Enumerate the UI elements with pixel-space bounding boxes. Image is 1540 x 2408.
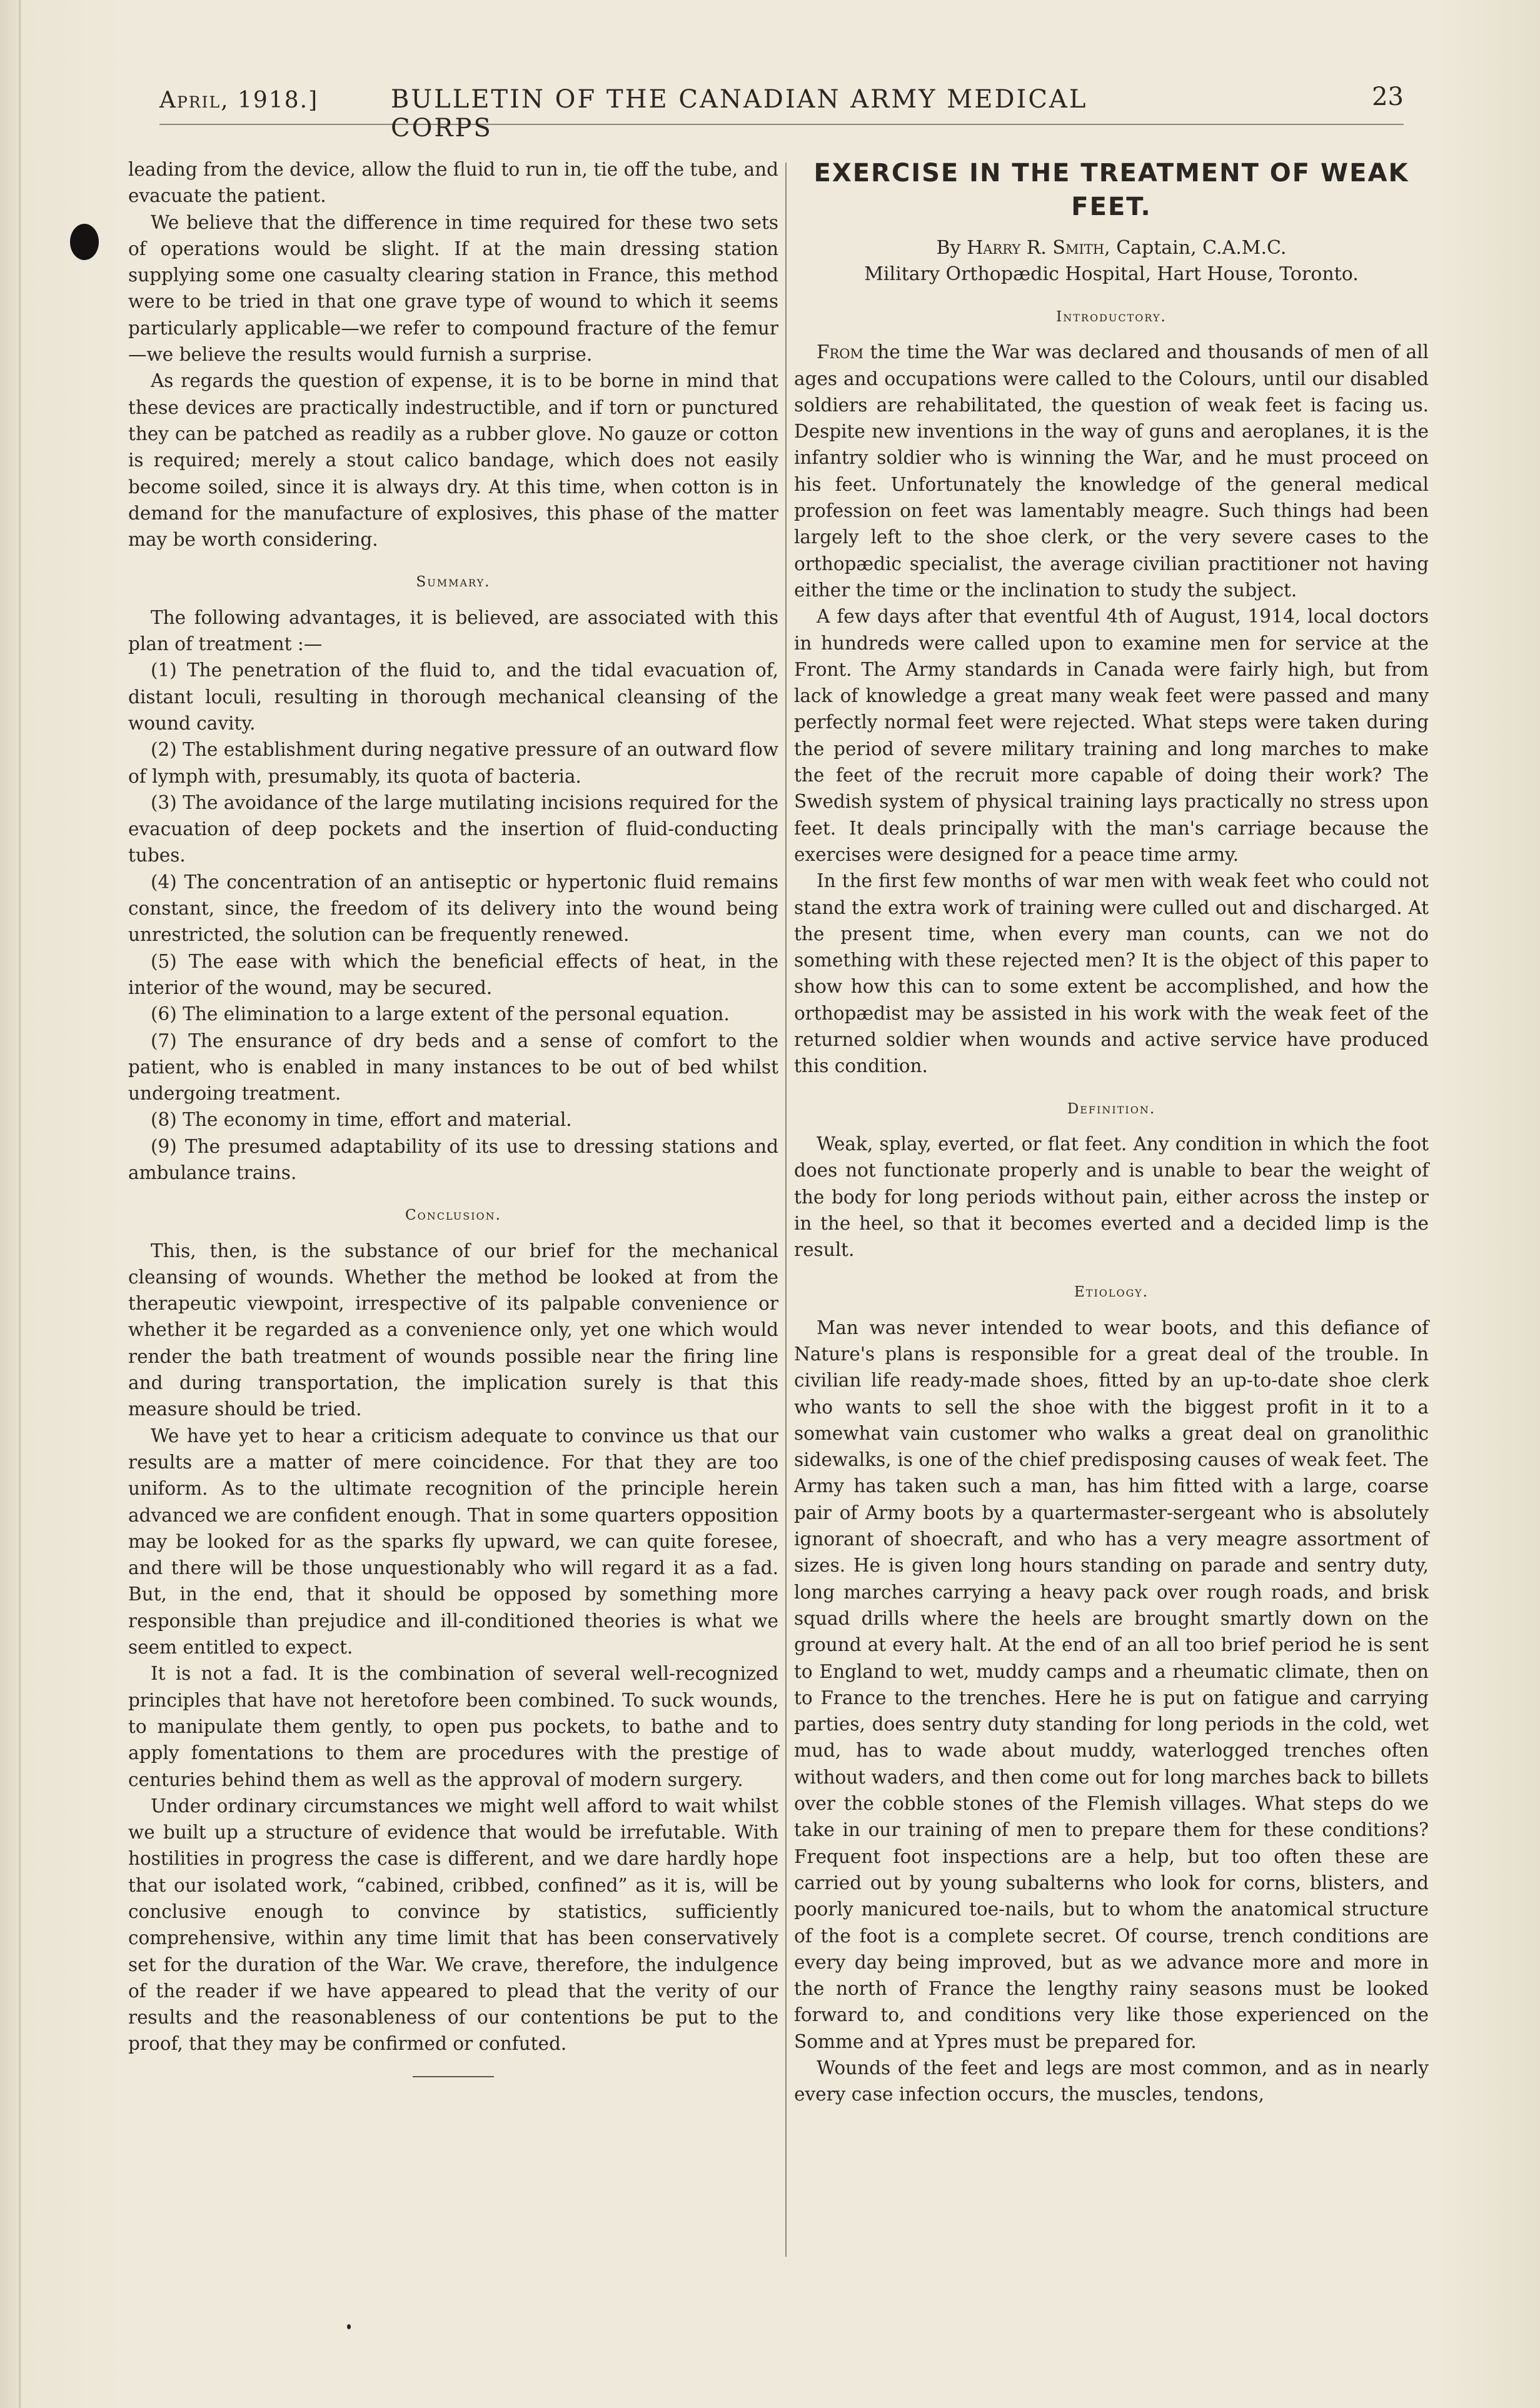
page-fold-shadow [19, 0, 21, 2408]
lead-word: From [817, 341, 863, 363]
header-page-number: 23 [1372, 83, 1404, 111]
punch-hole [70, 224, 99, 260]
paragraph: We have yet to hear a criticism adequate to convince us that our results are a matter of mere coincidence. For that they are too uniform. As to the ultimate recognition of the principle herein advanced we are confident enough. That in some quarters opposition may be looked for as the sparks fly upward, we can quite foresee, and there will be those unquestionably who will regard it as a fad. But, in the end, that it should be opposed by something more responsible than prejudice and ill-conditioned theories is what we seem entitled to expect. [128, 1425, 778, 1658]
list-item: (2) The establishment during negative pressure of an outward flow of lymph with, presumably, its quota of bacteria. [128, 739, 778, 787]
header-journal-title: BULLETIN OF THE CANADIAN ARMY MEDICAL CORPS [391, 85, 1088, 143]
paragraph: It is not a fad. It is the combination of several well-recognized principles that have not heretofore been combined. To suck wounds, to manipulate them gently, to open pus pockets, to bathe and to apply fomentations to them are procedures with the prestige of centuries behind them as well as the approval of modern surgery. [128, 1663, 778, 1790]
end-rule [413, 2076, 494, 2077]
paragraph: Under ordinary circumstances we might well afford to wait whilst we built up a structure of evidence that would be irrefutable. With hostilities in progress the case is different, and we dare hardly hope that our isolated work, “cabined, cribbed, confined” as it is, will be conclusive enough to convince by statistics, sufficiently comprehensive, within any time limit that has been conservatively set for the duration of the War. We crave, therefore, the indulgence of the reader if we have appeared to plead that the verity of our results and the reasonableness of our contentions be put to the proof, that they may be confirmed or confuted. [128, 1795, 778, 2055]
paragraph: This, then, is the substance of our brief for the mechanical cleansing of wounds. Whether the method be looked at from the therapeutic viewpoint, irrespective of its palpable convenience or whether it be regarded as a convenience only, yet one which would render the bath treatment of wounds possible near the firing line and during transportation, the implication surely is that this measure should be tried. [128, 1240, 778, 1420]
byline [794, 235, 1429, 261]
left-column [128, 156, 778, 2077]
section-heading-etiology: Etiology. [1074, 1284, 1149, 1301]
section-heading-introductory: Introductory. [1056, 309, 1167, 325]
list-item: (4) The concentration of an antiseptic or hypertonic fluid remains constant, since, the freedom of its delivery into the wound being unrestricted, the solution can be frequently renewed. [128, 871, 778, 946]
list-item: (5) The ease with which the beneficial effects of heat, in the interior of the wound, may be secured. [128, 950, 778, 998]
running-header [159, 80, 1404, 143]
section-heading-definition: Definition. [1067, 1100, 1156, 1117]
right-column [794, 156, 1429, 2108]
affiliation: Military Orthopædic Hospital, Hart House, Toronto. [864, 263, 1359, 285]
paragraph: As regards the question of expense, it is to be borne in mind that these devices are practically indestructible, and if torn or punctured they can be patched as readily as a rubber glove. No gauze or cotton is required; merely a stout calico bandage, which does not easily become soiled, since it is always dry. At this time, when cotton is in demand for the manufacture of explosives, this phase of the matter may be worth considering. [128, 370, 778, 551]
ink-speck [347, 2324, 351, 2329]
section-heading-conclusion: Conclusion. [405, 1207, 501, 1224]
author-name: Harry R. Smith, [967, 237, 1110, 259]
paragraph: A few days after that eventful 4th of August, 1914, local doctors in hundreds were called upon to examine men for service at the Front. The Army standards in Canada were fairly high, but from lack of knowledge a great many weak feet were passed and many perfectly normal feet were rejected. What steps were taken during the period of severe military training and long marches to make the feet of the recruit more capable of doing their work? The Swedish system of physical training lays practically no stress upon feet. It deals principally with the man's carriage because the exercises were designed for a peace time army. [794, 606, 1429, 865]
list-item: (9) The presumed adaptability of its use to dressing stations and ambulance trains. [128, 1135, 778, 1183]
article-title: EXERCISE IN THE TREATMENT OF WEAK FEET. [813, 159, 1409, 221]
paragraph: Weak, splay, everted, or flat feet. Any condition in which the foot does not functionate properly and is unable to bear the weight of the body for long periods without pain, either across the instep or in the heel, so that it becomes everted and a decided limp is the result. [794, 1133, 1429, 1261]
paragraph: The following advantages, it is believed, are associated with this plan of treatment :— [128, 606, 778, 655]
paragraph: Wounds of the feet and legs are most common, and as in nearly every case infection occurs, the muscles, tendons, [794, 2057, 1429, 2105]
list-item: (3) The avoidance of the large mutilating incisions required for the evacuation of deep pockets and the insertion of fluid-conducting tubes. [128, 791, 778, 866]
paragraph: Man was never intended to wear boots, and this defiance of Nature's plans is responsible for a great deal of the trouble. In civilian life ready-made shoes, fitted by an up-to-date shoe clerk who wants to sell the shoe with the biggest profit in it to a somewhat vain customer who walks a great deal on granolithic sidewalks, is one of the chief predisposing causes of weak feet. The Army has taken such a man, has him fitted with a large, coarse pair of Army boots by a quartermaster-sergeant who is absolutely ignorant of shoecraft, and who has a very meagre assortment of sizes. He is given long hours standing on parade and sentry duty, long marches carrying a heavy pack over rough roads, and brisk squad drills where the heels are brought smartly down on the ground at every halt. At the end of an all too brief period he is sent to England to wet, muddy camps and a rheumatic climate, then on to France to the trenches. Here he is put on fatigue and carrying parties, does sentry duty standing for long periods in the cold, wet mud, has to wade about muddy, waterlogged trenches often without waders, and then come out for long marches back to billets over the cobble stones of the Flemish villages. What steps do we take in our training of men to prepare them for these conditions? Frequent foot inspections are a help, but too often these are carried out by young subalterns who look for corns, blisters, and poorly manicured toe-nails, but to whom the anatomical structure of the foot is a complete secret. Of course, trench conditions are every day being improved, but as we advance more and more in the north of France the lengthy rainy seasons must be looked forward to, and conditions very like those experienced on the Somme and at Ypres must be prepared for. [794, 1317, 1429, 2052]
paragraph: leading from the device, allow the fluid to run in, tie off the tube, and evacuate the patient. [128, 159, 778, 207]
list-item: (8) The economy in time, effort and material. [151, 1109, 572, 1131]
list-item: (6) The elimination to a large extent of the personal equation. [151, 1003, 730, 1025]
author-rank: Captain, C.A.M.C. [1116, 237, 1287, 259]
paragraph [794, 339, 1429, 603]
header-date: April, 1918.] [159, 88, 319, 113]
list-item: (1) The penetration of the fluid to, and the tidal evacuation of, distant loculi, resulting in thorough mechanical cleansing of the wound cavity. [128, 660, 778, 734]
paragraph-text: the time the War was declared and thousands of men of all ages and occupations were called to the Colours, until our disabled soldiers are rehabilitated, the question of weak feet is facing us. Despite new inventions in the way of guns and aeroplanes, it is the infantry soldier who is winning the War, and he must proceed on his feet. Unfortunately the knowledge of the general medical profession on feet was lamentably meagre. Such things had been largely left to the shoe clerk, or the very severe cases to the orthopædic specialist, the average civilian practitioner not having either the time or the inclination to study the subject. [794, 341, 1429, 601]
section-heading-summary: Summary. [416, 574, 491, 591]
column-divider [785, 163, 787, 2257]
paragraph: In the first few months of war men with weak feet who could not stand the extra work of training were culled out and discharged. At the present time, when every man counts, can we not do something with these rejected men? It is the object of this paper to show how this can to some extent be accomplished, and how the orthopædist may be assisted in his work with the weak feet of the returned soldier when wounds and active service have produced this condition. [794, 870, 1429, 1077]
byline-by: By [936, 237, 961, 259]
paragraph: We believe that the difference in time required for these two sets of operations would be slight. If at the main dressing station supplying some one casualty clearing station in France, this method were to be tried in that one grave type of wound to which it seems particularly applicable—we refer to compound fracture of the femur—we believe the results would furnish a surprise. [128, 211, 778, 366]
list-item: (7) The ensurance of dry beds and a sense of comfort to the patient, who is enabled in many instances to be out of bed whilst undergoing treatment. [128, 1030, 778, 1105]
